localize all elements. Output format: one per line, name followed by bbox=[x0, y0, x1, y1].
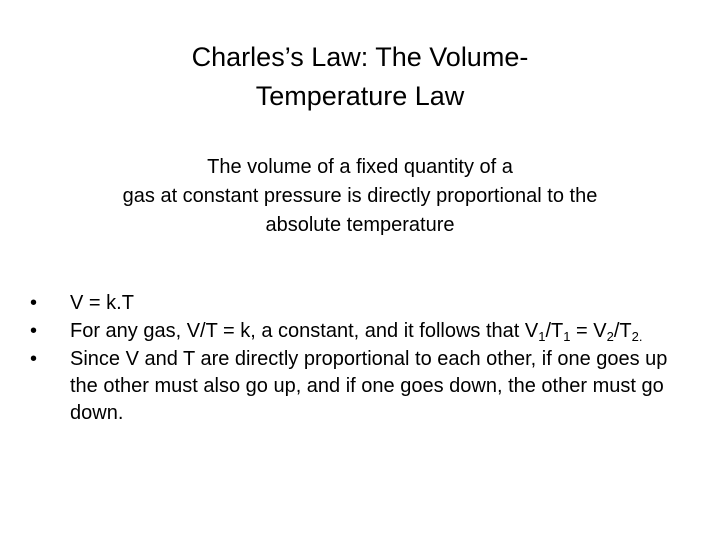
subscript: 1 bbox=[538, 329, 546, 344]
slide-title bbox=[60, 38, 660, 116]
bullet-text: V = k.T bbox=[70, 292, 134, 314]
definition-line-2: gas at constant pressure is directly proportional to the bbox=[122, 185, 598, 207]
definition-line-3: absolute temperature bbox=[265, 214, 455, 236]
bullet-text-part: For any gas, V/T = k, a constant, and it follows that V bbox=[70, 320, 539, 342]
subscript: 2 bbox=[606, 329, 614, 344]
bullet-item-ratio bbox=[30, 318, 690, 345]
bullet-text-part: = V bbox=[570, 320, 607, 342]
bullet-marker: • bbox=[30, 292, 38, 314]
bullet-item-formula bbox=[30, 290, 690, 317]
bullet-text: Since V and T are directly proportional to each other, if one goes up the other must also go up, and if one goes down, the other must go down. bbox=[70, 348, 668, 424]
definition-text bbox=[40, 153, 680, 240]
subscript: 1 bbox=[563, 329, 571, 344]
title-line-1: Charles’s Law: The Volume- bbox=[191, 42, 529, 72]
subscript: 2. bbox=[631, 329, 643, 344]
bullet-text-part: /T bbox=[613, 320, 632, 342]
bullet-item-explanation bbox=[30, 346, 690, 427]
title-line-2: Temperature Law bbox=[255, 81, 465, 111]
bullet-text-part: /T bbox=[545, 320, 564, 342]
definition-line-1: The volume of a fixed quantity of a bbox=[207, 156, 513, 178]
bullet-list bbox=[30, 290, 690, 428]
bullet-marker: • bbox=[30, 348, 38, 370]
bullet-marker: • bbox=[30, 320, 38, 342]
